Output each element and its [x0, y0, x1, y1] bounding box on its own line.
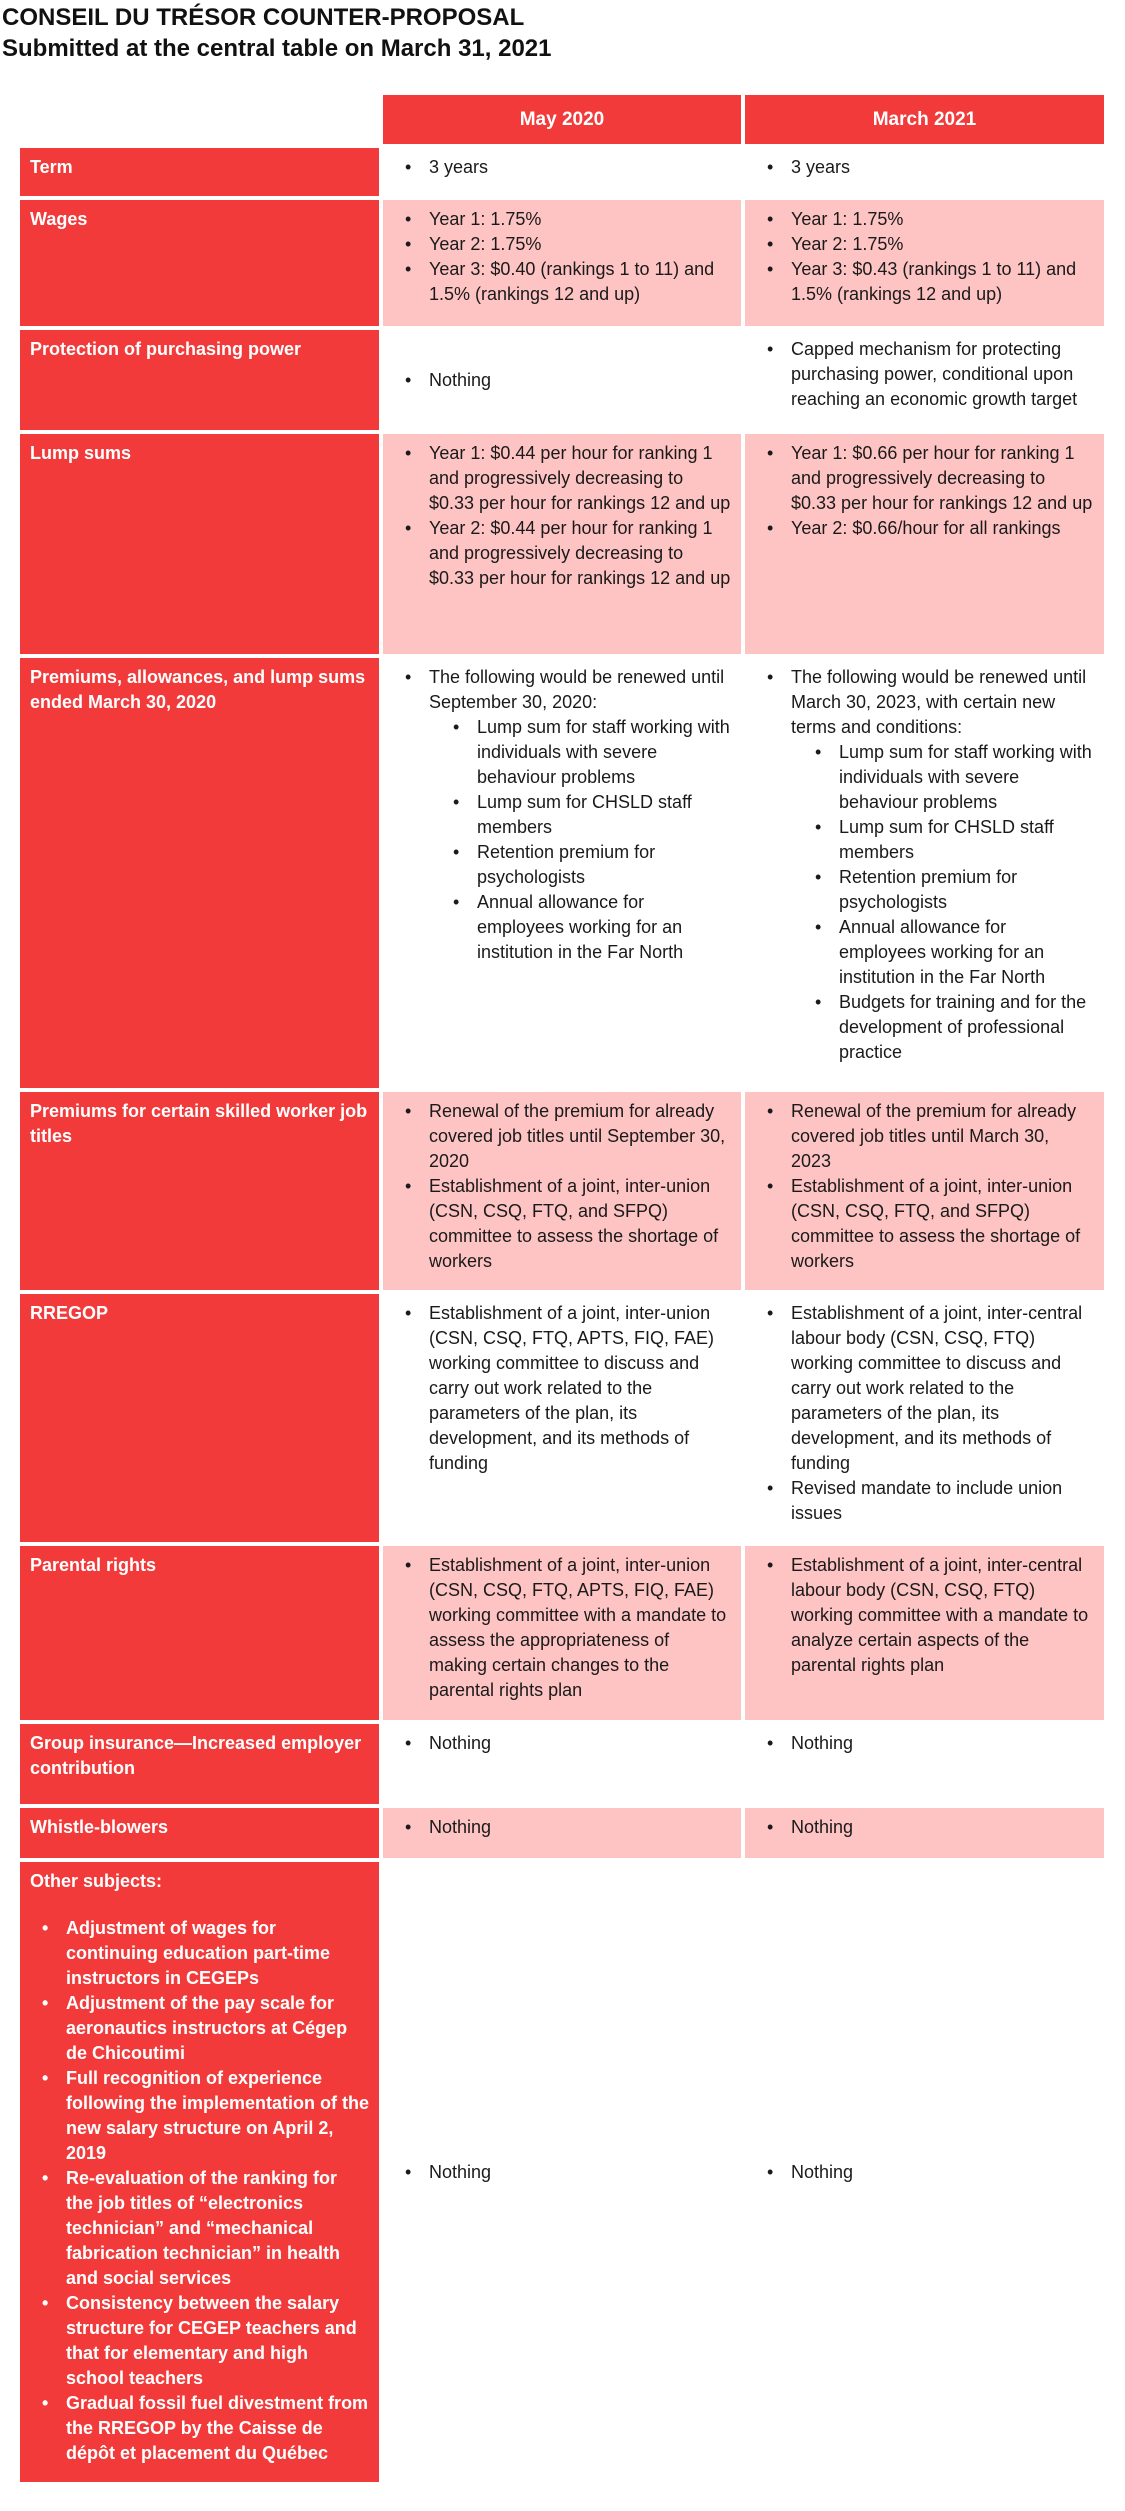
list-item: • Year 1: $0.66 per hour for ranking 1 and progressively decreasing to $0.33 per hour for rankings 12 and up: [791, 441, 1094, 516]
list-item: • Annual allowance for employees working for an institution in the Far North: [477, 890, 731, 965]
list-item: • Lump sum for staff working with individuals with severe behaviour problems: [839, 740, 1094, 815]
cell-list: [755, 1099, 1094, 1274]
list-item: • Year 3: $0.43 (rankings 1 to 11) and 1.5% (rankings 12 and up): [791, 257, 1094, 307]
cell-wages-may2020: [383, 200, 741, 326]
cell-list: [755, 1553, 1094, 1678]
list-item: • Year 1: 1.75%: [429, 207, 731, 232]
list-item: • Nothing: [791, 1815, 1094, 1840]
cell-whistle-blowers-may2020: [383, 1808, 741, 1858]
cell-premiums-for-certain-skilled-worker-job-titles-may2020: [383, 1092, 741, 1290]
list-item: • 3 years: [429, 155, 731, 180]
row-label-text: Term: [30, 157, 73, 177]
list-item: • Lump sum for staff working with individuals with severe behaviour problems: [477, 715, 731, 790]
cell-premiums-allowances-and-lump-sums-ended-march-30-2020-may2020: [383, 658, 741, 1088]
list-lead-text: The following would be renewed until March 30, 2023, with certain new terms and conditions:: [791, 667, 1087, 737]
row-label-premiums-for-certain-skilled-worker-job-titles: [20, 1092, 379, 1290]
list-item: • Year 2: 1.75%: [791, 232, 1094, 257]
cell-wages-march2021: [745, 200, 1104, 326]
list-item: • Establishment of a joint, inter-union (CSN, CSQ, FTQ, and SFPQ) committee to assess the shortage of workers: [429, 1174, 731, 1274]
cell-protection-of-purchasing-power-march2021: [745, 330, 1104, 430]
row-label-text: Wages: [30, 209, 88, 229]
list-item: • Consistency between the salary structure for CEGEP teachers and that for elementary and high school teachers: [66, 2291, 369, 2391]
cell-premiums-allowances-and-lump-sums-ended-march-30-2020-march2021: [745, 658, 1104, 1088]
cell-list: [755, 1301, 1094, 1526]
list-item: • Full recognition of experience following the implementation of the new salary structure on April 2, 2019: [66, 2066, 369, 2166]
cell-parental-rights-march2021: [745, 1546, 1104, 1720]
cell-lump-sums-march2021: [745, 434, 1104, 654]
cell-list: [755, 155, 1094, 180]
row-label-parental-rights: [20, 1546, 379, 1720]
list-item: • Retention premium for psychologists: [477, 840, 731, 890]
list-item: • Year 2: $0.66/hour for all rankings: [791, 516, 1094, 541]
row-label-rregop: [20, 1294, 379, 1542]
cell-group-insurance-increased-employer-contribution-may2020: [383, 1724, 741, 1804]
list-lead-text: The following would be renewed until September 30, 2020:: [429, 667, 725, 712]
row-label-text: Premiums, allowances, and lump sums ended March 30, 2020: [30, 667, 366, 712]
cell-list: [393, 207, 731, 307]
cell-list: [393, 155, 731, 180]
sub-list: [429, 715, 731, 965]
list-item: [791, 665, 1094, 1065]
cell-list: [755, 2160, 853, 2185]
list-item: • Nothing: [429, 1815, 731, 1840]
cell-term-may2020: [383, 148, 741, 196]
row-label-text: Lump sums: [30, 443, 132, 463]
cell-rregop-march2021: [745, 1294, 1104, 1542]
list-item: • Establishment of a joint, inter-union (CSN, CSQ, FTQ, and SFPQ) committee to assess the shortage of workers: [791, 1174, 1094, 1274]
cell-lump-sums-may2020: [383, 434, 741, 654]
row-label-text: Premiums for certain skilled worker job titles: [30, 1101, 368, 1146]
list-item: • Establishment of a joint, inter-union (CSN, CSQ, FTQ, APTS, FIQ, FAE) working committee with a mandate to assess the appropriateness of making certain changes to the parental rights plan: [429, 1553, 731, 1703]
row-label-lump-sums: [20, 434, 379, 654]
cell-term-march2021: [745, 148, 1104, 196]
list-item: • Gradual fossil fuel divestment from the RREGOP by the Caisse de dépôt et placement du Québec: [66, 2391, 369, 2466]
list-item: • Year 2: $0.44 per hour for ranking 1 and progressively decreasing to $0.33 per hour for rankings 12 and up: [429, 516, 731, 591]
cell-parental-rights-may2020: [383, 1546, 741, 1720]
cell-list: [755, 1815, 1094, 1840]
list-item: • Annual allowance for employees working for an institution in the Far North: [839, 915, 1094, 990]
cell-list: [755, 207, 1094, 307]
list-item: • Retention premium for psychologists: [839, 865, 1094, 915]
cell-list: [393, 1815, 731, 1840]
list-item: • Year 2: 1.75%: [429, 232, 731, 257]
row-label-other-subjects: [20, 1862, 379, 2482]
row-label-text: Parental rights: [30, 1555, 157, 1575]
list-item: • Establishment of a joint, inter-central labour body (CSN, CSQ, FTQ) working committee with a mandate to analyze certain aspects of the parental rights plan: [791, 1553, 1094, 1678]
cell-list: [393, 368, 491, 393]
cell-list: [393, 441, 731, 591]
list-item: • Lump sum for CHSLD staff members: [477, 790, 731, 840]
list-item: • Re-evaluation of the ranking for the job titles of “electronics technician” and “mechanical fabrication technician” in health and social services: [66, 2166, 369, 2291]
list-item: • Revised mandate to include union issues: [791, 1476, 1094, 1526]
column-header-march-2021: March 2021: [745, 95, 1104, 144]
title-line-2: Submitted at the central table on March 31, 2021: [2, 35, 552, 62]
row-label-protection-of-purchasing-power: [20, 330, 379, 430]
row-label-text: Group insurance—Increased employer contribution: [30, 1733, 362, 1778]
cell-list: [393, 1553, 731, 1703]
list-item: • Budgets for training and for the development of professional practice: [839, 990, 1094, 1065]
list-item: • Year 1: $0.44 per hour for ranking 1 and progressively decreasing to $0.33 per hour for rankings 12 and up: [429, 441, 731, 516]
cell-list: [755, 665, 1094, 1065]
cell-list: [393, 665, 731, 965]
other-subjects-list: [30, 1916, 369, 2466]
cell-list: [755, 1731, 1094, 1756]
list-item: • Nothing: [429, 1731, 731, 1756]
cell-list: [393, 2160, 491, 2185]
cell-other-subjects-march2021: [745, 1862, 1104, 2482]
row-label-whistle-blowers: [20, 1808, 379, 1858]
cell-list: [393, 1731, 731, 1756]
row-label-term: [20, 148, 379, 196]
list-item: • Nothing: [791, 1731, 1094, 1756]
cell-list: [393, 1301, 731, 1476]
cell-whistle-blowers-march2021: [745, 1808, 1104, 1858]
list-item: [429, 665, 731, 965]
list-item: • Lump sum for CHSLD staff members: [839, 815, 1094, 865]
cell-group-insurance-increased-employer-contribution-march2021: [745, 1724, 1104, 1804]
list-item: • Adjustment of the pay scale for aeronautics instructors at Cégep de Chicoutimi: [66, 1991, 369, 2066]
cell-list: [755, 441, 1094, 541]
list-item: • Establishment of a joint, inter-union (CSN, CSQ, FTQ, APTS, FIQ, FAE) working committee to discuss and carry out work related to the parameters of the plan, its development, and its methods of funding: [429, 1301, 731, 1476]
cell-rregop-may2020: [383, 1294, 741, 1542]
cell-list: [393, 1099, 731, 1274]
list-item: • Nothing: [429, 2160, 491, 2185]
cell-premiums-for-certain-skilled-worker-job-titles-march2021: [745, 1092, 1104, 1290]
list-item: • Year 1: 1.75%: [791, 207, 1094, 232]
list-item: • Year 3: $0.40 (rankings 1 to 11) and 1.5% (rankings 12 and up): [429, 257, 731, 307]
row-label-premiums-allowances-and-lump-sums-ended-march-30-2020: [20, 658, 379, 1088]
list-item: • Nothing: [429, 368, 491, 393]
cell-other-subjects-may2020: [383, 1862, 741, 2482]
list-item: • 3 years: [791, 155, 1094, 180]
list-item: • Adjustment of wages for continuing education part-time instructors in CEGEPs: [66, 1916, 369, 1991]
row-label-text: Protection of purchasing power: [30, 339, 302, 359]
cell-list: [755, 337, 1094, 412]
row-label-text: Other subjects:: [30, 1871, 163, 1891]
row-label-wages: [20, 200, 379, 326]
list-item: • Establishment of a joint, inter-central labour body (CSN, CSQ, FTQ) working committee to discuss and carry out work related to the parameters of the plan, its development, and its methods of funding: [791, 1301, 1094, 1476]
list-item: • Nothing: [791, 2160, 853, 2185]
title-line-1: CONSEIL DU TRÉSOR COUNTER-PROPOSAL: [2, 4, 525, 31]
row-label-text: RREGOP: [30, 1303, 109, 1323]
row-label-group-insurance-increased-employer-contribution: [20, 1724, 379, 1804]
sub-list: [791, 740, 1094, 1065]
list-item: • Renewal of the premium for already covered job titles until March 30, 2023: [791, 1099, 1094, 1174]
cell-protection-of-purchasing-power-may2020: [383, 330, 741, 430]
column-header-may-2020: May 2020: [383, 95, 741, 144]
list-item: • Renewal of the premium for already covered job titles until September 30, 2020: [429, 1099, 731, 1174]
list-item: • Capped mechanism for protecting purchasing power, conditional upon reaching an economic growth target: [791, 337, 1094, 412]
row-label-text: Whistle-blowers: [30, 1817, 169, 1837]
